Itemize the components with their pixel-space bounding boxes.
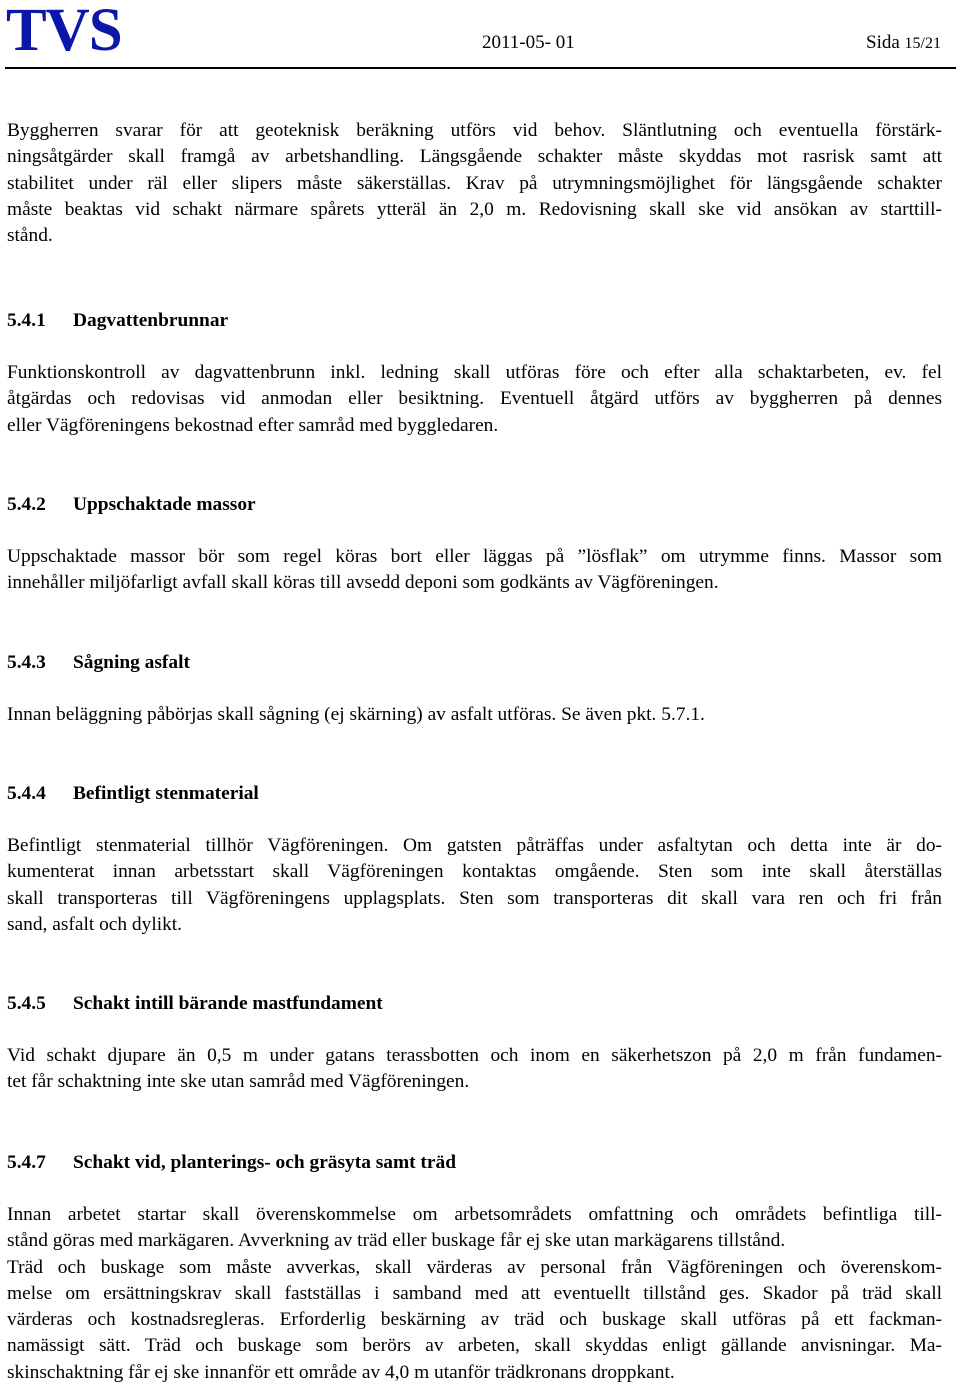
- text-line: innehåller miljöfarligt avfall skall köras till avsedd deponi som godkänts av Vägföreningen.: [7, 572, 719, 594]
- section-number: 5.4.2: [7, 494, 46, 515]
- text-line: stånd göras med markägaren. Avverkning av träd eller buskage får ej ske utan markägarens tillstånd.: [7, 1230, 786, 1252]
- section-number: 5.4.4: [7, 783, 46, 804]
- text-line: åtgärdas och redovisas vid anmodan eller besiktning. Eventuell åtgärd utförs av byggherren på dennes: [7, 388, 942, 410]
- header-date: 2011-05- 01: [482, 32, 575, 53]
- text-line: namässigt sätt. Träd och buskage som berörs av arbeten, skall skyddas enligt gällande anvisningar. Ma-: [7, 1335, 942, 1357]
- section-title: Schakt vid, planterings- och gräsyta samt träd: [73, 1152, 456, 1173]
- text-line: Innan beläggning påbörjas skall sågning (ej skärning) av asfalt utföras. Se även pkt. 5.7.1.: [7, 704, 705, 725]
- section-heading: [7, 492, 256, 518]
- intro-paragraph: [7, 118, 942, 249]
- text-line: Funktionskontroll av dagvattenbrunn inkl. ledning skall utföras före och efter alla schaktarbeten, ev. fel: [7, 362, 942, 383]
- text-line: eller Vägföreningens bekostnad efter samråd med byggledaren.: [7, 414, 499, 436]
- text-line: kumenterat innan arbetsstart skall Vägföreningen kontaktas omgående. Sten som inte skall återställas: [7, 861, 942, 883]
- section-paragraph: [7, 702, 942, 728]
- section-heading: [7, 650, 190, 676]
- text-line: Vid schakt djupare än 0,5 m under gatans terassbotten och inom en säkerhetszon på 2,0 m från fundamen-: [7, 1045, 942, 1066]
- section-heading: [7, 1150, 456, 1176]
- text-line: stånd.: [7, 225, 53, 247]
- section-title: Schakt intill bärande mastfundament: [73, 993, 383, 1014]
- section-title: Befintligt stenmaterial: [73, 783, 259, 804]
- text-line: melse om ersättningskrav skall fastställas i samband med att eventuellt tillstånd ges. Skador på träd skall: [7, 1282, 942, 1304]
- section-title: Uppschaktade massor: [73, 494, 256, 515]
- text-line: stabilitet under räl eller slipers måste säkerställas. Krav på utrymningsmöjlighet för längsgående schakter: [7, 172, 942, 194]
- section-paragraph: [7, 1202, 942, 1386]
- section-heading: [7, 308, 228, 334]
- text-line: Befintligt stenmaterial tillhör Vägföreningen. Om gatsten påträffas under asfaltytan och detta inte är do-: [7, 835, 942, 856]
- section-heading: [7, 991, 383, 1017]
- text-line: tet får schaktning inte ske utan samråd med Vägföreningen.: [7, 1071, 470, 1093]
- text-line: värderas och kostnadsregleras. Erforderlig beskärning av träd och buskage skall utföras på ett fackman-: [7, 1309, 942, 1331]
- section-paragraph: [7, 360, 942, 439]
- section-title: Dagvattenbrunnar: [73, 310, 229, 331]
- page-header: [0, 0, 960, 66]
- header-rule: [5, 67, 956, 69]
- section-number: 5.4.5: [7, 993, 46, 1014]
- text-line: skinschaktning får ej ske innanför ett område av 4,0 m utanför trädkronans droppkant.: [7, 1361, 675, 1383]
- section-paragraph: [7, 833, 942, 938]
- tvs-logo: TVS: [6, 0, 122, 64]
- header-page-indicator: [866, 32, 941, 54]
- section-title: Sågning asfalt: [73, 652, 190, 673]
- section-number: 5.4.1: [7, 310, 46, 331]
- text-line: skall transporteras till Vägföreningens upplagsplats. Sten som transporteras dit skall vara ren och fri från: [7, 887, 942, 909]
- section-paragraph: [7, 544, 942, 597]
- text-line: Byggherren svarar för att geoteknisk beräkning utförs vid behov. Släntlutning och eventuella förstärk-: [7, 120, 942, 141]
- section-number: 5.4.3: [7, 652, 46, 673]
- section-heading: [7, 781, 259, 807]
- page-number: 15/21: [904, 35, 941, 52]
- text-line: Träd och buskage som måste avverkas, skall värderas av personal från Vägföreningen och överenskom-: [7, 1256, 942, 1278]
- section-paragraph: [7, 1043, 942, 1096]
- text-line: ningsåtgärder skall framgå av arbetshandling. Längsgående schakter måste skyddas mot rasrisk samt att: [7, 146, 942, 168]
- text-line: måste beaktas vid schakt närmare spårets ytteräl än 2,0 m. Redovisning skall ske vid ansökan av starttill-: [7, 198, 942, 220]
- text-line: sand, asfalt och dylikt.: [7, 913, 183, 935]
- page-label: Sida: [866, 32, 900, 53]
- section-number: 5.4.7: [7, 1152, 46, 1173]
- text-line: Uppschaktade massor bör som regel köras bort eller läggas på ”lösflak” om utrymme finns. Massor som: [7, 546, 942, 567]
- text-line: Innan arbetet startar skall överenskommelse om arbetsområdets omfattning och områdets befintliga till-: [7, 1204, 942, 1225]
